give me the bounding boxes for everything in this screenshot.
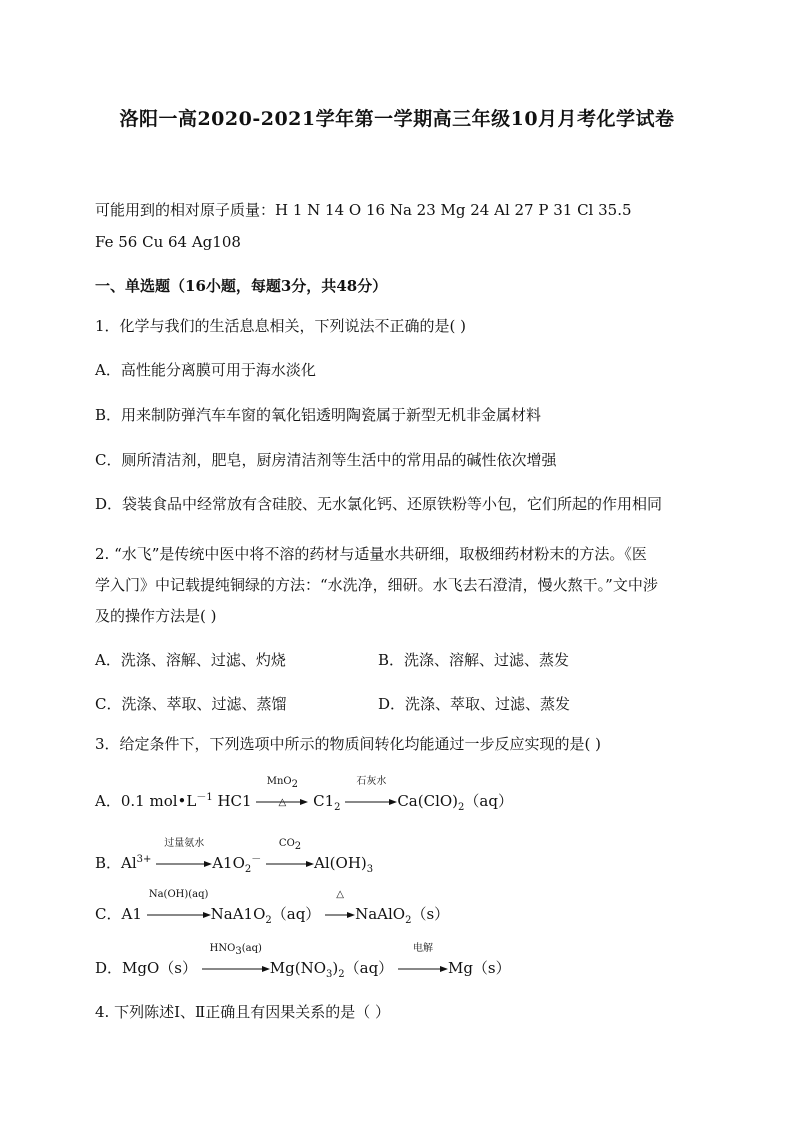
q3-b-label: B． [95, 854, 122, 872]
q4-stem: 4. 下列陈述Ⅰ、Ⅱ正确且有因果关系的是（ ） [95, 1003, 390, 1021]
q1-option-b: B．用来制防弹汽车车窗的氧化铝透明陶瓷属于新型无机非金属材料 [95, 406, 542, 424]
right-arrow-icon [266, 860, 314, 868]
q3-option-c [95, 889, 450, 931]
q3-c-intermediate: NaA1O [210, 905, 266, 923]
q3-b-intermediate-sup: － [251, 854, 262, 865]
q3-b-reactant: Al [121, 854, 137, 872]
q2-stem-line-3: 及的操作方法是( ) [95, 607, 217, 625]
q3-option-d [95, 943, 511, 985]
q3-a-reactant-sup: －1 [196, 792, 213, 803]
q3-a-product-sub: 2 [458, 802, 465, 813]
q3-c-intermediate-sub: 2 [265, 915, 272, 926]
q3-d-intermediate-tail-2: （aq） [344, 959, 394, 977]
q2-option-b: B．洗涤、溶解、过滤、蒸发 [378, 651, 570, 669]
q3-a-arrow-2 [345, 776, 397, 811]
right-arrow-icon [325, 911, 355, 919]
q3-a-label: A． [95, 792, 121, 810]
q3-b-arrow-2 [266, 838, 314, 873]
q3-option-b [95, 838, 374, 880]
q1-stem: 1．化学与我们的生活息息相关，下列说法不正确的是( ) [95, 317, 467, 335]
q3-c-product: NaAlO [355, 905, 406, 923]
q3-a-arrow-1 [256, 776, 308, 811]
q1-option-a: A．高性能分离膜可用于海水淡化 [95, 361, 316, 379]
right-arrow-icon [147, 911, 211, 919]
q1-option-c: C．厕所清洁剂，肥皂，厨房清洁剂等生活中的常用品的碱性依次增强 [95, 451, 557, 469]
q3-b-reactant-sup: 3+ [136, 854, 152, 865]
q2-option-a: A．洗涤、溶解、过滤、灼烧 [95, 651, 286, 669]
right-arrow-icon [398, 965, 448, 973]
q3-c-arrow-1-label: Na(OH)(aq) [148, 889, 209, 900]
q3-a-product: Ca(ClO) [397, 792, 459, 810]
q3-a-arrow-2-label: 石灰水 [356, 776, 387, 787]
q3-d-reactant: MgO（s） [122, 959, 197, 977]
q3-d-arrow-1 [202, 943, 270, 978]
q3-c-intermediate-tail: （aq） [271, 905, 321, 923]
q3-d-intermediate-tail: ) [332, 959, 339, 977]
exam-title: 洛阳一高2020-2021学年第一学期高三年级10月月考化学试卷 [119, 108, 675, 130]
q2-stem-line-2: 学入门》中记载提纯铜绿的方法：“水洗净，细研。水飞去石澄清，慢火熬干。”文中涉 [95, 576, 658, 594]
q3-d-arrow-1-label: $HNO_3(aq)$ [209, 943, 262, 957]
q3-b-product-sub: 3 [366, 864, 374, 875]
q3-a-intermediate-sub: 2 [334, 802, 341, 813]
q3-a-arrow-1-condition: △ [278, 797, 287, 808]
q3-b-arrow-1 [156, 838, 212, 873]
q3-option-a [95, 776, 513, 818]
right-arrow-icon [345, 798, 397, 806]
q3-b-intermediate: A1O [212, 854, 245, 872]
q3-c-label: C． [95, 905, 122, 923]
q3-d-intermediate: Mg(NO [269, 959, 327, 977]
q3-c-product-tail: （s） [411, 905, 450, 923]
q3-c-product-sub: 2 [405, 915, 412, 926]
q3-a-arrow-1-label: MnO$_2$ [266, 776, 298, 790]
q3-a-intermediate: C1 [313, 792, 335, 810]
q3-b-intermediate-sub: 2 [244, 864, 252, 875]
q3-b-arrow-2-label: $CO_2$ [278, 838, 302, 852]
q1-option-d: D．袋装食品中经常放有含硅胶、无水氯化钙、还原铁粉等小包，它们所起的作用相同 [95, 495, 663, 513]
right-arrow-icon [156, 860, 212, 868]
q3-a-product-tail: （aq） [464, 792, 513, 810]
q3-d-product: Mg（s） [447, 959, 511, 977]
q3-a-reactant-tail: HC1 [212, 792, 252, 810]
q3-d-intermediate-sub-2: 2 [338, 969, 345, 980]
q3-c-arrow-2 [325, 889, 355, 924]
q3-d-intermediate-sub: 3 [326, 969, 333, 980]
q2-option-d: D．洗涤、萃取、过滤、蒸发 [378, 695, 571, 713]
q2-stem-line-1: 2. “水飞”是传统中医中将不溶的药材与适量水共研细，取极细药材粉末的方法。《医 [95, 545, 647, 563]
section-heading-single-choice: 一、单选题（16小题，每题3分，共48分） [95, 277, 388, 295]
q3-a-reactant: 0.1 mol•L [120, 792, 197, 810]
atomic-mass-line-1: 可能用到的相对原子质量：H 1 N 14 O 16 Na 23 Mg 24 Al 27 P 31 Cl 35.5 [95, 201, 632, 219]
atomic-mass-line-2: Fe 56 Cu 64 Ag108 [95, 233, 241, 251]
right-arrow-icon [202, 965, 270, 973]
q3-d-arrow-2-label: 电解 [412, 943, 433, 954]
q3-c-arrow-2-label: △ [336, 889, 344, 900]
q3-b-arrow-1-label: 过量氨水 [164, 838, 205, 849]
q3-b-product: Al(OH) [314, 854, 367, 872]
q3-stem: 3．给定条件下，下列选项中所示的物质间转化均能通过一步反应实现的是( ) [95, 735, 602, 753]
q2-option-c: C．洗涤、萃取、过滤、蒸馏 [95, 695, 287, 713]
q3-c-reactant: A1 [121, 905, 147, 923]
q3-d-arrow-2 [398, 943, 448, 978]
q3-d-label: D． [95, 959, 123, 977]
q3-c-arrow-1 [147, 889, 211, 924]
